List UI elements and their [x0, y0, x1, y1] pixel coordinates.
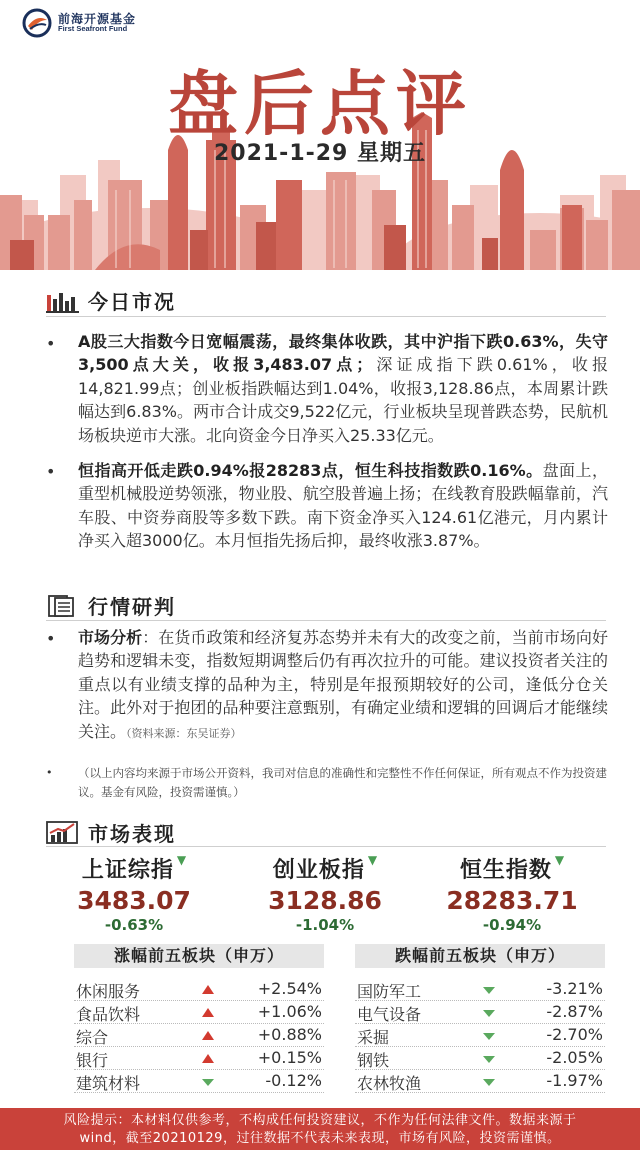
up-triangle-icon: [202, 1031, 214, 1040]
sector-name: 农林牧渔: [357, 1074, 422, 1093]
report-date: 2021-1-29 星期五: [213, 141, 427, 166]
index-name: 恒生指数: [459, 858, 552, 883]
section-divider: [46, 620, 606, 621]
index-value: 3128.86: [268, 886, 382, 915]
market-item-text: 盘面上，重型机械股逆势领涨，物业股、航空股普遍上扬；在线教育股跌幅靠前，汽车股、中资券商股等多数下跌。南下资金净买入124.61亿港元，月内累计净买入超3000亿。本月恒指先扬后抑，最终收涨3.87%。: [78, 461, 608, 551]
down-triangle-icon: [483, 1010, 495, 1017]
section-heading-outlook: [46, 591, 176, 620]
market-item-text: 深证成指下跌0.61%，收报14,821.99点；创业板指跌幅达到1.04%，收报3,128.86点，本周累计跌幅达到6.83%。两市合计成交9,522亿元，行业板块呈现普跌态势，民航机场板块逆市大涨。北向资金今日净买入25.33亿元。: [78, 355, 608, 445]
section-title: 市场表现: [88, 822, 176, 846]
market-item-bold: A股三大指数今日宽幅震荡，最终集体收跌，其中沪指下跌0.63%，失守3,500点大关，收报3,483.07点；: [78, 332, 608, 375]
sector-name: 电气设备: [357, 1005, 422, 1024]
index-name: 上证综指: [81, 858, 174, 883]
risk-disclaimer-footer: [0, 1108, 640, 1150]
bullet-marker: •: [46, 766, 53, 779]
section-heading-market-today: [46, 286, 176, 315]
down-triangle-icon: [483, 987, 495, 994]
index-card-hang-seng: [412, 853, 612, 934]
market-item-hang-seng: [78, 459, 608, 553]
sector-change: +2.54%: [257, 979, 322, 998]
table-row: [74, 1047, 324, 1070]
sector-change: -2.87%: [546, 1002, 603, 1021]
table-row: [355, 1001, 605, 1024]
down-triangle-icon: [483, 1056, 495, 1063]
market-item-a-shares: [78, 330, 608, 447]
table-row: [74, 1070, 324, 1093]
bullet-marker: •: [46, 462, 56, 481]
footer-line: 风险提示：本材料仅供参考，不构成任何投资建议，不作为任何法律文件。数据来源于: [63, 1113, 577, 1128]
index-value: 28283.71: [446, 886, 578, 915]
sector-name: 采掘: [357, 1028, 390, 1047]
top-losers-table: [355, 944, 605, 1093]
sector-change: -3.21%: [546, 979, 603, 998]
table-row: [355, 1047, 605, 1070]
sector-change: +1.06%: [257, 1002, 322, 1021]
sector-name: 食品饮料: [76, 1005, 141, 1024]
sector-name: 银行: [76, 1051, 109, 1070]
index-change: -0.63%: [104, 916, 164, 934]
bar-chart-icon: [46, 289, 80, 313]
down-triangle-icon: [202, 1079, 214, 1086]
table-row: [355, 978, 605, 1001]
brand-logo-icon: [22, 8, 52, 38]
sector-change: -2.05%: [546, 1048, 603, 1067]
outlook-source: （资料来源：东吴证券）: [126, 726, 242, 740]
bullet-marker: •: [46, 629, 56, 648]
document-icon: [46, 594, 80, 618]
outlook-label: 市场分析: [78, 628, 143, 647]
top-gainers-table: [74, 944, 324, 1093]
section-heading-performance: [46, 818, 176, 847]
section-divider: [46, 846, 606, 847]
sector-name: 钢铁: [357, 1051, 390, 1070]
section-divider: [46, 316, 606, 317]
up-triangle-icon: [202, 1008, 214, 1017]
down-triangle-icon: [483, 1033, 495, 1040]
trend-chart-icon: [46, 821, 80, 845]
header-banner: [0, 0, 640, 270]
up-triangle-icon: [202, 985, 214, 994]
sector-change: -1.97%: [546, 1071, 603, 1090]
page-title: 盘后点评: [168, 62, 472, 145]
bullet-marker: •: [46, 334, 56, 353]
outlook-analysis: [78, 626, 608, 745]
outlook-text: ：在货币政策和经济复苏态势并未有大的改变之前，当前市场向好趋势和逻辑未变，指数短期调整后仍有再次拉升的可能。建议投资者关注的重点以有业绩支撑的品种为主，特别是年报预期较好的公司，逢低分仓关注。此外对于抱团的品种要注意甄别，有确定业绩和逻辑的回调后才能继续关注。: [78, 628, 608, 741]
brand-name-cn: 前海开源基金: [58, 11, 137, 26]
brand-logo: [22, 8, 136, 38]
table-row: [355, 1070, 605, 1093]
section-title: 今日市况: [88, 290, 176, 314]
index-change: -0.94%: [482, 916, 542, 934]
index-card-chinext: [225, 853, 425, 934]
brand-name-en: First Seafront Fund: [58, 24, 128, 34]
sector-name: 综合: [76, 1028, 109, 1047]
down-arrow-icon: ▼: [176, 853, 187, 867]
market-item-bold: 恒指高开低走跌0.94%报28283点，恒生科技指数跌0.16%。: [78, 461, 543, 480]
index-value: 3483.07: [77, 886, 191, 915]
index-name: 创业板指: [272, 858, 365, 883]
index-change: -1.04%: [295, 916, 355, 934]
sector-name: 建筑材料: [76, 1074, 141, 1093]
up-triangle-icon: [202, 1054, 214, 1063]
footer-line: wind，截至20210129，过往数据不代表未来表现，市场有风险，投资需谨慎。: [79, 1131, 561, 1146]
table-row: [74, 1024, 324, 1047]
down-arrow-icon: ▼: [367, 853, 378, 867]
sector-name: 国防军工: [357, 982, 422, 1001]
table-header: 涨幅前五板块（申万）: [74, 944, 324, 968]
sector-change: +0.88%: [257, 1025, 322, 1044]
table-header: 跌幅前五板块（申万）: [355, 944, 605, 968]
sector-change: -0.12%: [265, 1071, 322, 1090]
down-triangle-icon: [483, 1079, 495, 1086]
table-row: [355, 1024, 605, 1047]
index-card-shanghai: [34, 853, 234, 934]
sector-change: +0.15%: [257, 1048, 322, 1067]
down-arrow-icon: ▼: [554, 853, 565, 867]
table-row: [74, 978, 324, 1001]
sector-name: 休闲服务: [76, 982, 141, 1001]
table-row: [74, 1001, 324, 1024]
section-title: 行情研判: [88, 595, 176, 619]
sector-change: -2.70%: [546, 1025, 603, 1044]
content-disclaimer: （以上内容均来源于市场公开资料，我司对信息的准确性和完整性不作任何保证，所有观点不作为投资建议。基金有风险，投资需谨慎。）: [78, 766, 607, 799]
